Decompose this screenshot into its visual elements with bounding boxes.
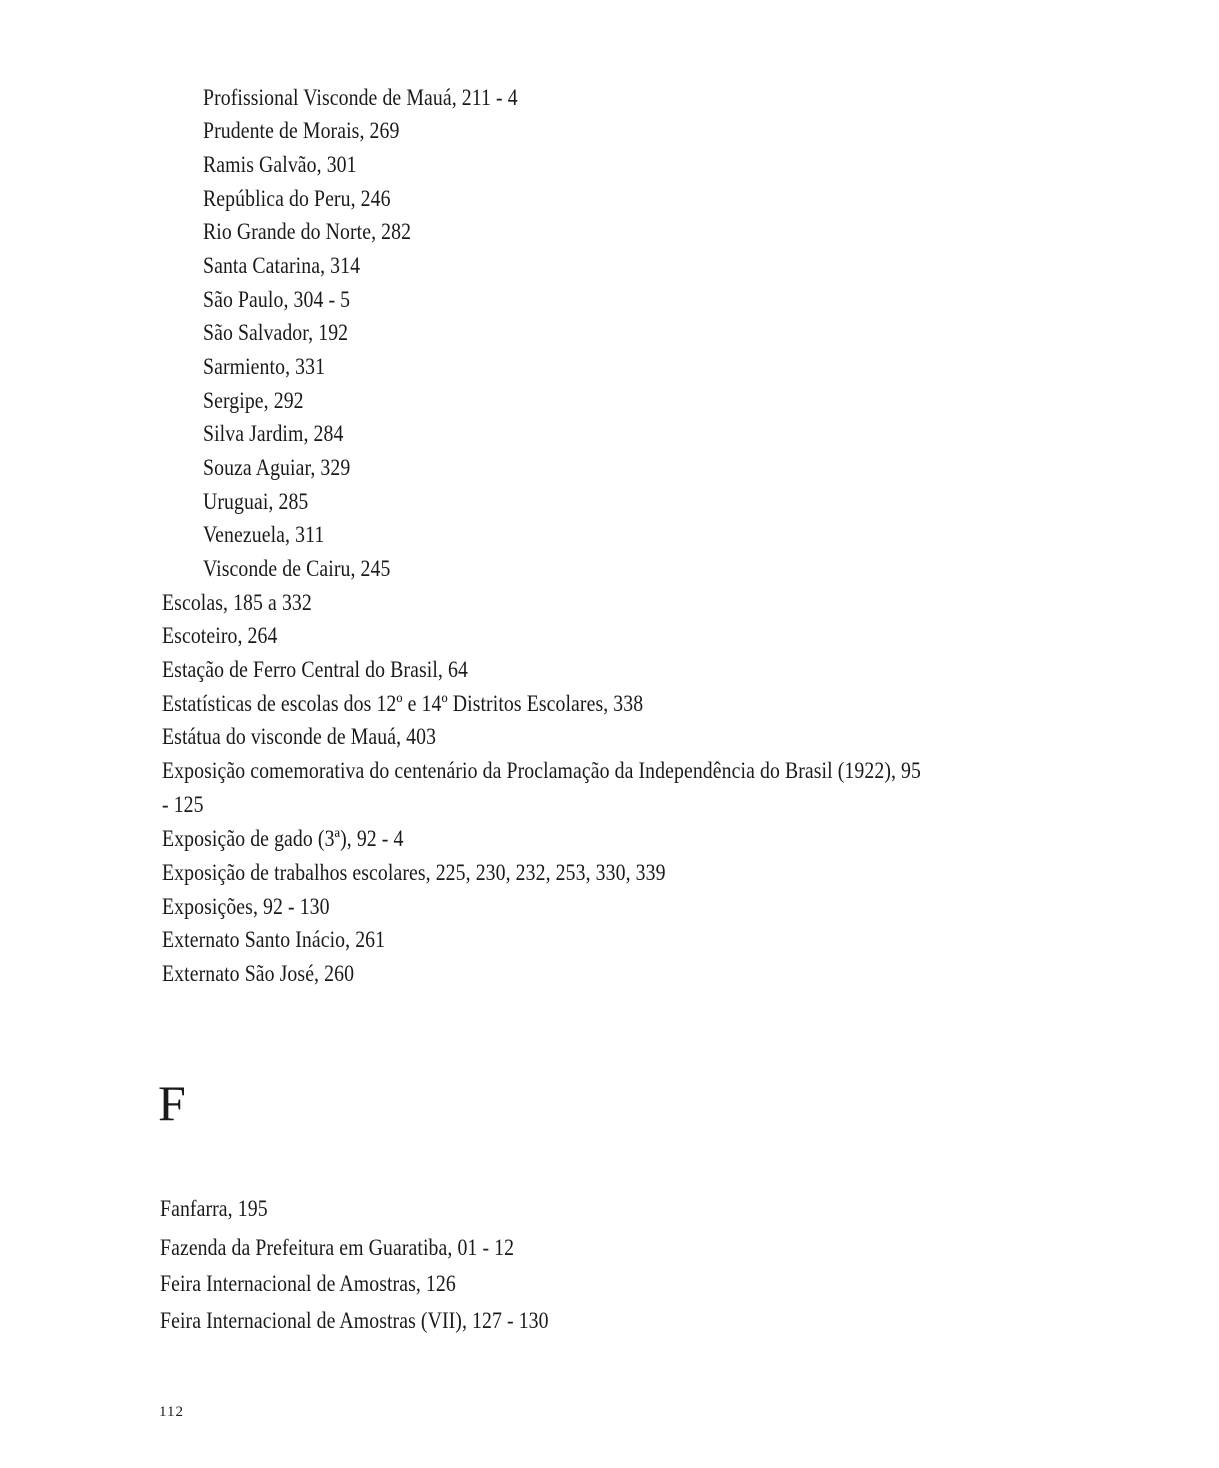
index-entry: Estatísticas de escolas dos 12º e 14º Distritos Escolares, 338 [162,691,644,716]
index-entry: Escoteiro, 264 [162,623,278,648]
index-entry: Feira Internacional de Amostras (VII), 127 - 130 [160,1308,549,1333]
index-subentry: Sergipe, 292 [203,388,304,413]
index-subentry: Profissional Visconde de Mauá, 211 - 4 [203,85,518,110]
index-subentry: Santa Catarina, 314 [203,253,361,278]
index-subentry: Venezuela, 311 [203,522,325,547]
index-subentry: São Paulo, 304 - 5 [203,287,351,312]
index-subentry: Rio Grande do Norte, 282 [203,219,412,244]
index-entry: Externato Santo Inácio, 261 [162,927,386,952]
index-subentry: Uruguai, 285 [203,489,309,514]
index-entry: Fazenda da Prefeitura em Guaratiba, 01 - 12 [160,1235,515,1260]
index-entry: Fanfarra, 195 [160,1196,268,1221]
index-entry: Exposição de trabalhos escolares, 225, 230, 232, 253, 330, 339 [162,860,666,885]
index-subentry: Souza Aguiar, 329 [203,455,351,480]
index-subentry: Prudente de Morais, 269 [203,118,400,143]
index-subentry: Silva Jardim, 284 [203,421,344,446]
index-subentry: Visconde de Cairu, 245 [203,556,391,581]
index-subentry: Ramis Galvão, 301 [203,152,357,177]
index-entry: Feira Internacional de Amostras, 126 [160,1271,456,1296]
index-subentry: República do Peru, 246 [203,186,391,211]
index-subentry: São Salvador, 192 [203,320,349,345]
index-subentry: Sarmiento, 331 [203,354,326,379]
index-entry: Exposição comemorativa do centenário da Proclamação da Independência do Brasil (1922), 95 [162,758,922,783]
index-entry: Escolas, 185 a 332 [162,590,312,615]
index-entry: Externato São José, 260 [162,961,355,986]
index-entry: Exposições, 92 - 130 [162,894,330,919]
section-letter-heading: F [158,1075,186,1131]
index-entry: Estátua do visconde de Mauá, 403 [162,724,437,749]
page-number: 112 [159,1404,184,1420]
index-entry-continuation: - 125 [162,792,204,817]
index-entry: Exposição de gado (3ª), 92 - 4 [162,826,404,851]
index-entry: Estação de Ferro Central do Brasil, 64 [162,657,468,682]
